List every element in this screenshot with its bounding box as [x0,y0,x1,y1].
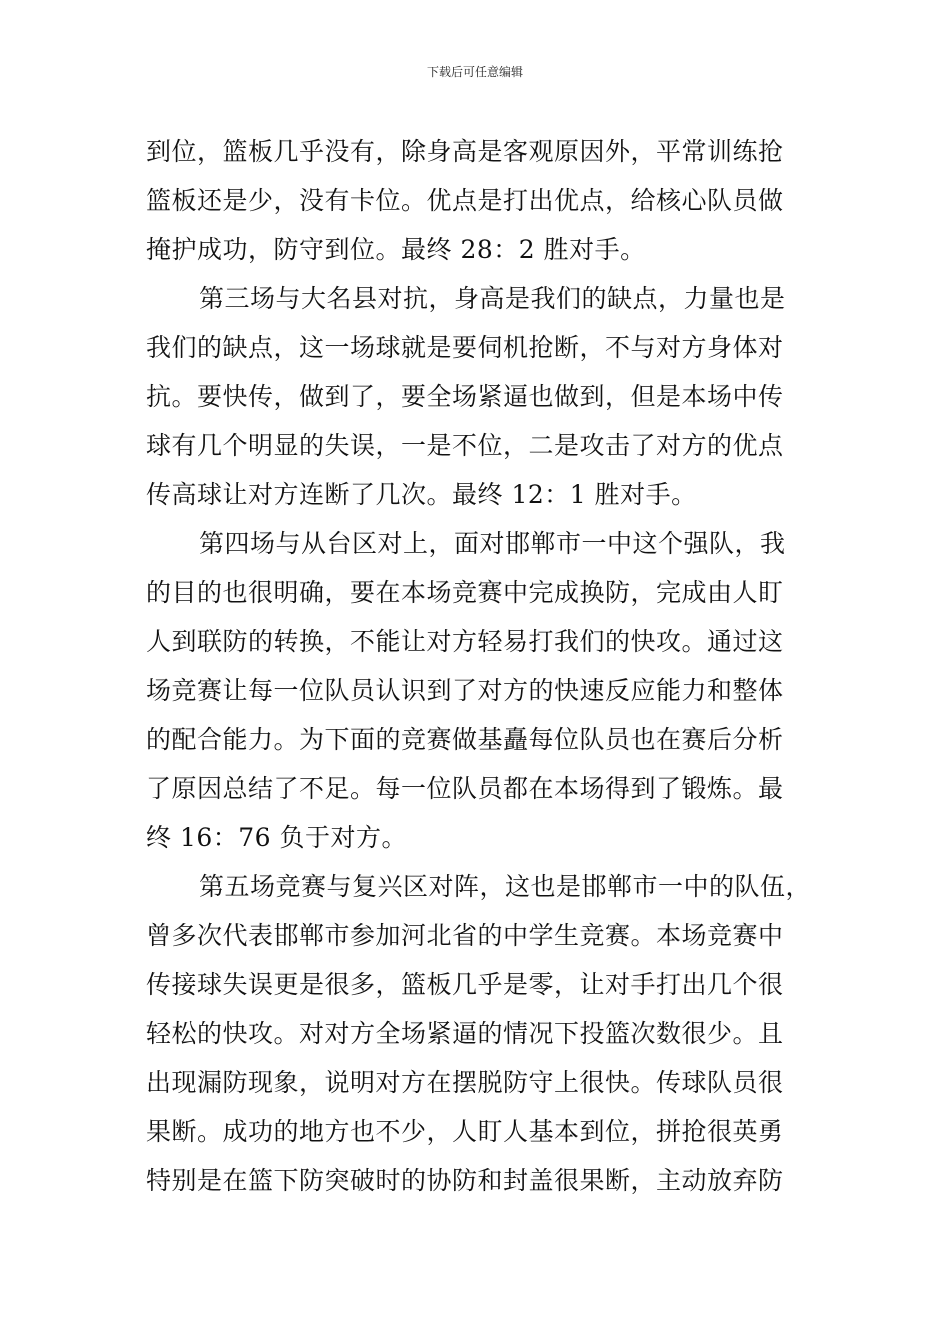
text-line: 果断。成功的地方也不少，人盯人基本到位，拼抢很英勇 [146,1117,784,1146]
text-line: 出现漏防现象，说明对方在摆脱防守上很快。传球队员很 [146,1068,784,1097]
text-line: 的目的也很明确，要在本场竞赛中完成换防，完成由人盯 [146,578,784,607]
text-line: 球有几个明显的失误，一是不位，二是攻击了对方的优点 [146,431,784,460]
paragraph-2 [146,274,866,519]
text-line: 我们的缺点，这一场球就是要伺机抢断，不与对方身体对 [146,333,784,362]
text-line: 第三场与大名县对抗，身高是我们的缺点，力量也是 [199,284,786,313]
text-line: 人到联防的转换，不能让对方轻易打我们的快攻。通过这 [146,627,784,656]
text-line: 特别是在篮下防突破时的协防和封盖很果断，主动放弃防 [146,1166,784,1195]
document-body [146,127,866,1205]
text-line: 抗。要快传，做到了，要全场紧逼也做到，但是本场中传 [146,382,784,411]
text-line: 第四场与从台区对上，面对邯郸市一中这个强队，我 [199,529,786,558]
text-line: 到位，篮板几乎没有，除身高是客观原因外，平常训练抢 [146,137,784,166]
text-line: 场竞赛让每一位队员认识到了对方的快速反应能力和整体 [146,676,784,705]
text-line: 掩护成功，防守到位。最终 28：2 胜对手。 [146,235,646,264]
text-line: 了原因总结了不足。每一位队员都在本场得到了锻炼。最 [146,774,784,803]
text-line: 曾多次代表邯郸市参加河北省的中学生竞赛。本场竞赛中 [146,921,784,950]
text-line: 篮板还是少，没有卡位。优点是打出优点，给核心队员做 [146,186,784,215]
text-line: 第五场竞赛与复兴区对阵，这也是邯郸市一中的队伍， [199,872,812,901]
text-line: 终 16：76 负于对方。 [146,823,408,852]
text-line: 传接球失误更是很多，篮板几乎是零，让对手打出几个很 [146,970,784,999]
paragraph-3 [146,519,866,862]
paragraph-4 [146,862,866,1205]
text-line: 的配合能力。为下面的竞赛做基矗每位队员也在赛后分析 [146,725,784,754]
paragraph-1 [146,127,866,274]
text-line: 传高球让对方连断了几次。最终 12：1 胜对手。 [146,480,697,509]
text-line: 轻松的快攻。对对方全场紧逼的情况下投篮次数很少。且 [146,1019,784,1048]
page-header: 下载后可任意编辑 [426,65,523,79]
